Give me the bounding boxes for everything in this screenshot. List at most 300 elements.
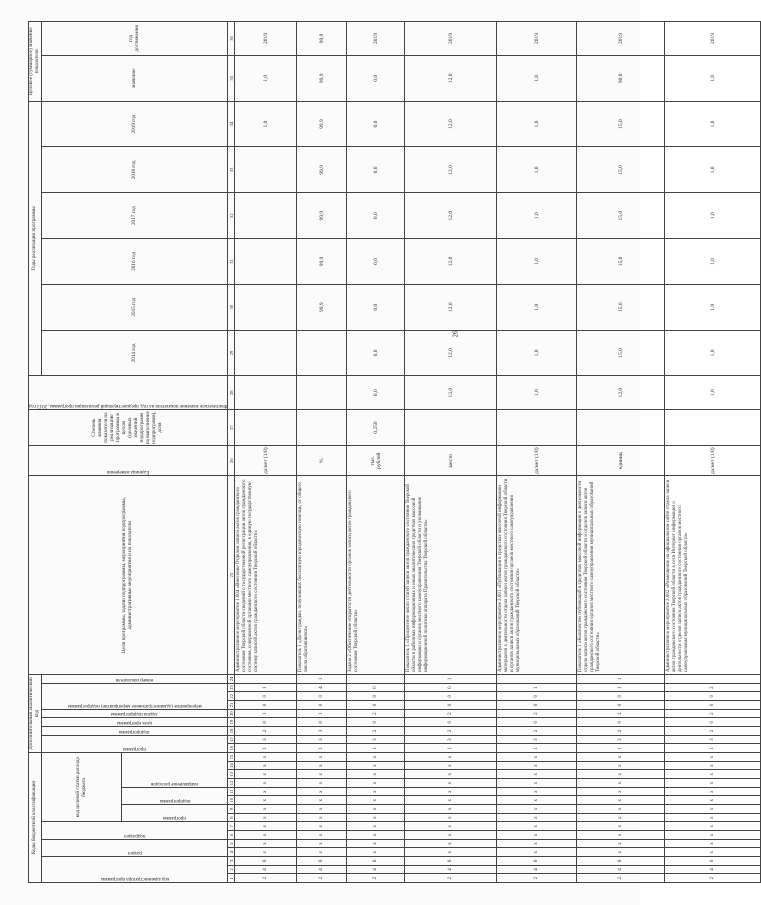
code-digit: 2 (665, 874, 761, 883)
target-year-cell: 2019 (497, 22, 577, 56)
code-digit: 2 (665, 683, 761, 692)
code-digit: 0 (577, 692, 665, 701)
code-digit: х (497, 753, 577, 762)
column-number: 29 (228, 330, 235, 376)
unit-cell: место (405, 446, 497, 476)
column-number: 2 (228, 865, 235, 874)
year-value-cell: 1,0 (665, 239, 761, 285)
code-digit: 4 (577, 865, 665, 874)
column-number: 22 (228, 692, 235, 701)
code-digit: х (405, 839, 497, 848)
code-digit: 2 (497, 727, 577, 736)
code-digit: х (347, 770, 405, 779)
activity-code-header: мероприятие (административное мероприятие) подпрограммы (41, 683, 227, 709)
code-digit: х (577, 753, 665, 762)
code-digit: х (577, 787, 665, 796)
column-number: 6 (228, 831, 235, 840)
year-value-cell (235, 330, 297, 376)
column-number: 11 (228, 787, 235, 796)
year-2019-header: 2019 год (41, 101, 227, 147)
code-digit: х (577, 822, 665, 831)
indicator-name: Показатель 1 «Процентное число статей записи актов гражданского состояния Тверской области в районных информационных и иных аналитических средствах массовой информации и органов местного самоуправления Тверской области и упоминание информационной политики аппарата Правительства Тверской области» (405, 476, 497, 675)
code-digit: х (297, 770, 347, 779)
goals-header: Цели программы, задачи подпрограммы, мероприятия подпрограммы, административные мероприятия и их показатели (29, 476, 228, 675)
code-digit: х (497, 839, 577, 848)
code-digit: х (405, 761, 497, 770)
code-digit: х (577, 805, 665, 814)
base-year-cell: 0,0 (347, 376, 405, 410)
code-digit: х (347, 753, 405, 762)
code-digit: х (665, 761, 761, 770)
code-digit: х (405, 822, 497, 831)
code-digit: х (665, 796, 761, 805)
code-digit: 0 (497, 718, 577, 727)
code-digit: х (297, 787, 347, 796)
code-digit: 1 (235, 683, 297, 692)
code-digit: 6 (577, 857, 665, 866)
code-digit: х (235, 753, 297, 762)
year-value-cell: 12,0 (405, 330, 497, 376)
column-number: 26 (228, 446, 235, 476)
code-digit: 0 (347, 701, 405, 710)
target-value-cell: 12,0 (405, 55, 497, 101)
table-row (577, 22, 665, 883)
code-digit: х (665, 848, 761, 857)
column-number: 17 (228, 735, 235, 744)
code-digit: 3 (577, 735, 665, 744)
code-digit: 0 (577, 718, 665, 727)
year-value-cell (235, 239, 297, 285)
year-value-cell: 0,0 (347, 330, 405, 376)
code-digit: х (665, 813, 761, 822)
table-row (347, 22, 405, 883)
program-years-header: Годы реализации программы (29, 101, 42, 376)
code-digit: х (497, 822, 577, 831)
code-digit: 4 (405, 865, 497, 874)
column-number: 7 (228, 822, 235, 831)
year-value-cell: 12,0 (405, 147, 497, 193)
column-number: 31 (228, 239, 235, 285)
year-value-cell: 12,0 (405, 284, 497, 330)
year-value-cell: 1,0 (665, 147, 761, 193)
code-digit: х (347, 779, 405, 788)
code-digit: х (497, 779, 577, 788)
indicator-name: Административное мероприятие 1.004 «Внесение Отделом записи актов гражданского состояния Тверской области сведений о государственной регистрации актов гражданского состояния, совершенной органами местного самоуправления, в единую государственную систему записей актов гражданского состояния Тверской области» (235, 476, 297, 675)
degree-cell (665, 410, 761, 446)
column-number: 13 (228, 770, 235, 779)
code-digit: 1 (577, 675, 665, 684)
code-digit: 0 (297, 692, 347, 701)
year-value-cell: 15,0 (577, 330, 665, 376)
code-digit: х (297, 839, 347, 848)
code-digit: 0 (497, 701, 577, 710)
base-year-cell (235, 376, 297, 410)
code-digit: х (347, 813, 405, 822)
subprog-code-header: подпрограмма (41, 727, 227, 736)
code-digit: х (405, 831, 497, 840)
year-value-cell: 0,0 (347, 147, 405, 193)
code-digit: х (405, 813, 497, 822)
code-digit: х (347, 822, 405, 831)
column-number: 33 (228, 147, 235, 193)
base-year-cell: 12,0 (577, 376, 665, 410)
indicator-name: Показатель 1 «Количество публикаций в средствах массовой информации о деятельности отдела записи актов гражданского состояния Тверской области и отделов записи актов гражданского состояния органов местного самоуправления муниципальных образований Тверской области» (577, 476, 665, 675)
column-number: 32 (228, 193, 235, 239)
column-number: 30 (228, 284, 235, 330)
column-number: 19 (228, 718, 235, 727)
code-digit: х (297, 813, 347, 822)
subsection-header: подраздел (41, 822, 227, 839)
year-value-cell: 0,0 (347, 284, 405, 330)
target-value-cell: 90,0 (577, 55, 665, 101)
year-value-cell: 1,0 (497, 330, 577, 376)
code-digit: 0 (665, 692, 761, 701)
base-year-cell: 1,0 (497, 376, 577, 410)
code-digit: 1 (297, 744, 347, 753)
code-digit: 4 (297, 865, 347, 874)
code-digit: 3 (297, 735, 347, 744)
code-digit: х (235, 796, 297, 805)
unit-cell: тыс. рублей (347, 446, 405, 476)
column-number: 28 (228, 376, 235, 410)
year-value-cell: 15,0 (577, 284, 665, 330)
year-2014-header: 2014 год (41, 330, 227, 376)
target-year-cell: 99,9 (297, 22, 347, 56)
code-digit: 2 (297, 874, 347, 883)
code-digit: 2 (235, 874, 297, 883)
year-2017-header: 2017 год (41, 193, 227, 239)
year-value-cell (235, 284, 297, 330)
code-digit: 1 (405, 675, 497, 684)
code-digit: 3 (235, 735, 297, 744)
code-digit: 0 (235, 692, 297, 701)
code-digit (235, 675, 297, 684)
code-digit: 0 (665, 718, 761, 727)
degree-cell (497, 410, 577, 446)
code-digit: 1 (297, 675, 347, 684)
target-year-cell: 2019 (405, 22, 497, 56)
analytic-group-header: Дополнительный аналитический код (29, 675, 42, 753)
code-digit: 2 (497, 709, 577, 718)
code-digit: х (577, 831, 665, 840)
code-digit: 0 (235, 701, 297, 710)
year-value-cell (235, 193, 297, 239)
code-digit: 0 (405, 683, 497, 692)
code-digit: 1 (497, 744, 577, 753)
unit-cell: да/нет (1/0) (497, 446, 577, 476)
code-digit: х (235, 779, 297, 788)
code-digit: х (497, 813, 577, 822)
code-digit: 2 (347, 874, 405, 883)
year-2016-header: 2016 год (41, 239, 227, 285)
target-value-cell: 1,0 (665, 55, 761, 101)
code-digit: х (405, 805, 497, 814)
code-digit: х (235, 839, 297, 848)
column-number: 34 (228, 101, 235, 147)
degree-cell (235, 410, 297, 446)
year-value-cell: 1,0 (665, 101, 761, 147)
code-digit (497, 675, 577, 684)
code-digit: х (665, 805, 761, 814)
year-value-cell: 1,0 (665, 284, 761, 330)
code-digit: 0 (347, 692, 405, 701)
year-value-cell: 0,0 (347, 239, 405, 285)
column-number: 1 (228, 874, 235, 883)
header-row-1 (29, 22, 42, 883)
code-digit: х (665, 779, 761, 788)
year-value-cell: 1,0 (497, 239, 577, 285)
code-digit: х (297, 831, 347, 840)
unit-cell: % (297, 446, 347, 476)
code-digit: 6 (235, 857, 297, 866)
year-value-cell: 0,0 (347, 193, 405, 239)
code-digit: х (347, 796, 405, 805)
code-digit: 2 (405, 709, 497, 718)
code-digit: 3 (405, 735, 497, 744)
code-digit: х (235, 761, 297, 770)
code-digit: 1 (497, 683, 577, 692)
code-digit: х (235, 848, 297, 857)
year-value-cell: 0,0 (347, 101, 405, 147)
indicator-name: Административное мероприятие 2.002 «Размещение на официальном сайте отдела записи актов гражданского состояния Тверской области в сети Интернет информации о деятельности отделов записи актов гражданского состояния органов местного самоуправления муниципальных образований Тверской области» (665, 476, 761, 675)
code-digit: х (347, 831, 405, 840)
code-digit: 2 (577, 709, 665, 718)
code-digit: х (347, 848, 405, 857)
code-digit: х (497, 848, 577, 857)
year-value-cell: 12,0 (405, 239, 497, 285)
code-digit: 1 (235, 709, 297, 718)
code-digit: х (297, 805, 347, 814)
column-number-row (228, 22, 235, 883)
target-value-cell: 1,0 (235, 55, 297, 101)
code-digit: х (665, 831, 761, 840)
code-digit: 1 (235, 744, 297, 753)
code-digit: х (665, 787, 761, 796)
code-digit: х (297, 753, 347, 762)
code-digit: 2 (665, 727, 761, 736)
code-digit: х (297, 779, 347, 788)
year-value-cell (235, 147, 297, 193)
column-number: 20 (228, 709, 235, 718)
code-digit: х (577, 796, 665, 805)
column-number: 35 (228, 55, 235, 101)
target-code-header: код целевой статьи расхода бюджета (41, 753, 121, 822)
code-digit: 6 (497, 857, 577, 866)
code-digit: х (497, 796, 577, 805)
code-digit: х (665, 770, 761, 779)
column-number: 21 (228, 701, 235, 710)
code-digit: 4 (235, 865, 297, 874)
code-digit: х (497, 761, 577, 770)
degree-cell (405, 410, 497, 446)
indicator-name: Задача 2 «Обеспечение открытости деятельности органов записи актов гражданского состояния Тверской области» (347, 476, 405, 675)
column-number: 27 (228, 410, 235, 446)
code-digit: 3 (665, 735, 761, 744)
target-value-cell: 0,0 (347, 55, 405, 101)
column-number: 10 (228, 796, 235, 805)
code-digit: 0 (347, 683, 405, 692)
program-code-header: программа (122, 805, 228, 822)
column-number: 9 (228, 805, 235, 814)
column-number: 4 (228, 848, 235, 857)
code-digit: 4 (297, 683, 347, 692)
code-digit: х (297, 796, 347, 805)
code-digit: 2 (497, 874, 577, 883)
code-digit: 1 (347, 744, 405, 753)
degree-header: Степень влияния показателя на реализацию программы в целом (целевых значений подпрограмм на выполнение подпрограмм), доля (29, 410, 228, 446)
target-group-header: Целевое (суммарное) значение показателя (29, 22, 42, 102)
year-value-cell: 1,0 (497, 193, 577, 239)
target-year-cell: 2019 (347, 22, 405, 56)
codes-group-header: Коды бюджетной классификации (29, 753, 42, 883)
direction-code-header: направление расходов (122, 753, 228, 788)
target-value-header: значение (41, 55, 227, 101)
code-digit: х (235, 813, 297, 822)
code-digit: 1 (577, 744, 665, 753)
code-digit: 6 (665, 857, 761, 866)
subprogram-code-header: подпрограмма (122, 787, 228, 804)
indicator-name: Показатель 1 «Доля граждан, получивших бесплатную юридическую помощь, от общего числа обратившихся» (297, 476, 347, 675)
code-digit: 1 (405, 744, 497, 753)
target-value-cell: 1,0 (497, 55, 577, 101)
table-row (405, 22, 497, 883)
code-digit: х (347, 787, 405, 796)
code-digit: 0 (347, 718, 405, 727)
target-value-cell: 99,9 (297, 55, 347, 101)
base-year-header: Фактическое значение показателя на год, предшествующий реализации программы, 2013 год (29, 376, 228, 410)
table-row (665, 22, 761, 883)
code-digit: х (235, 805, 297, 814)
target-year-cell: 2019 (577, 22, 665, 56)
code-digit: 4 (665, 865, 761, 874)
code-digit: х (297, 822, 347, 831)
admin-code-header: код администратора программы (41, 857, 227, 883)
code-digit: х (497, 805, 577, 814)
year-value-cell: 15,0 (577, 101, 665, 147)
code-digit: 3 (297, 727, 347, 736)
code-digit: х (405, 796, 497, 805)
degree-cell (577, 410, 665, 446)
column-number: 36 (228, 22, 235, 56)
code-digit: 2 (235, 727, 297, 736)
code-digit: х (235, 831, 297, 840)
code-digit: 3 (347, 735, 405, 744)
column-number: 24 (228, 675, 235, 684)
code-digit: х (405, 848, 497, 857)
column-number: 12 (228, 779, 235, 788)
code-digit: х (405, 753, 497, 762)
target-year-cell: 2019 (665, 22, 761, 56)
code-digit: 1 (665, 744, 761, 753)
table-row (497, 22, 577, 883)
code-digit: х (347, 839, 405, 848)
year-value-cell: 99,9 (297, 147, 347, 193)
code-digit (347, 675, 405, 684)
unit-header: Единица измерения (29, 446, 228, 476)
year-value-cell: 99,9 (297, 193, 347, 239)
column-number: 14 (228, 761, 235, 770)
code-digit: х (297, 848, 347, 857)
code-digit (665, 675, 761, 684)
year-value-cell: 15,0 (577, 193, 665, 239)
year-value-cell: 1,0 (665, 330, 761, 376)
code-digit: 0 (405, 692, 497, 701)
year-value-cell: 99,9 (297, 239, 347, 285)
code-digit: х (497, 787, 577, 796)
code-digit: 2 (577, 727, 665, 736)
code-digit: 6 (347, 857, 405, 866)
code-digit: х (235, 787, 297, 796)
code-digit: х (297, 761, 347, 770)
unit-cell: единиц (577, 446, 665, 476)
code-digit: х (235, 770, 297, 779)
code-digit: х (405, 779, 497, 788)
degree-cell: 0,250 (347, 410, 405, 446)
code-digit: х (577, 779, 665, 788)
code-digit: 4 (347, 865, 405, 874)
code-digit: 2 (665, 709, 761, 718)
year-value-cell (297, 330, 347, 376)
year-value-cell: 1,0 (497, 147, 577, 193)
year-value-cell: 1,0 (235, 101, 297, 147)
code-digit: 0 (297, 718, 347, 727)
code-digit: х (235, 822, 297, 831)
page-number: 26 (451, 330, 460, 338)
code-digit: 4 (497, 865, 577, 874)
year-value-cell: 15,0 (577, 239, 665, 285)
unit-cell: да/нет (1/0) (665, 446, 761, 476)
goal-code-header: цель программы (41, 718, 227, 727)
base-year-cell: 1,0 (665, 376, 761, 410)
base-year-cell (297, 376, 347, 410)
prog-code-header: программа (41, 735, 227, 752)
code-digit: 0 (577, 701, 665, 710)
column-number: 3 (228, 857, 235, 866)
code-digit: х (577, 761, 665, 770)
code-digit: х (577, 839, 665, 848)
unit-cell: да/нет (1/0) (235, 446, 297, 476)
base-year-cell: 13,0 (405, 376, 497, 410)
code-digit: 2 (577, 874, 665, 883)
year-value-cell: 99,9 (297, 284, 347, 330)
year-value-cell: 12,0 (405, 101, 497, 147)
code-digit: х (347, 805, 405, 814)
code-digit: х (577, 813, 665, 822)
code-digit: х (497, 770, 577, 779)
code-digit: 0 (665, 701, 761, 710)
code-digit: х (577, 770, 665, 779)
year-value-cell: 99,9 (297, 101, 347, 147)
code-digit: 2 (347, 727, 405, 736)
code-digit: 0 (405, 701, 497, 710)
year-value-cell: 1,0 (497, 284, 577, 330)
task-code-header: задача подпрограммы (41, 709, 227, 718)
code-digit: 0 (235, 718, 297, 727)
table-row (235, 22, 297, 883)
code-digit: х (347, 761, 405, 770)
column-number: 5 (228, 839, 235, 848)
degree-cell (297, 410, 347, 446)
code-digit: х (665, 839, 761, 848)
column-number: 8 (228, 813, 235, 822)
code-digit: х (497, 831, 577, 840)
code-digit: 3 (497, 735, 577, 744)
code-digit: х (665, 822, 761, 831)
code-digit: 6 (405, 857, 497, 866)
target-year-cell: 2019 (235, 22, 297, 56)
column-number: 15 (228, 753, 235, 762)
code-digit: 0 (297, 701, 347, 710)
